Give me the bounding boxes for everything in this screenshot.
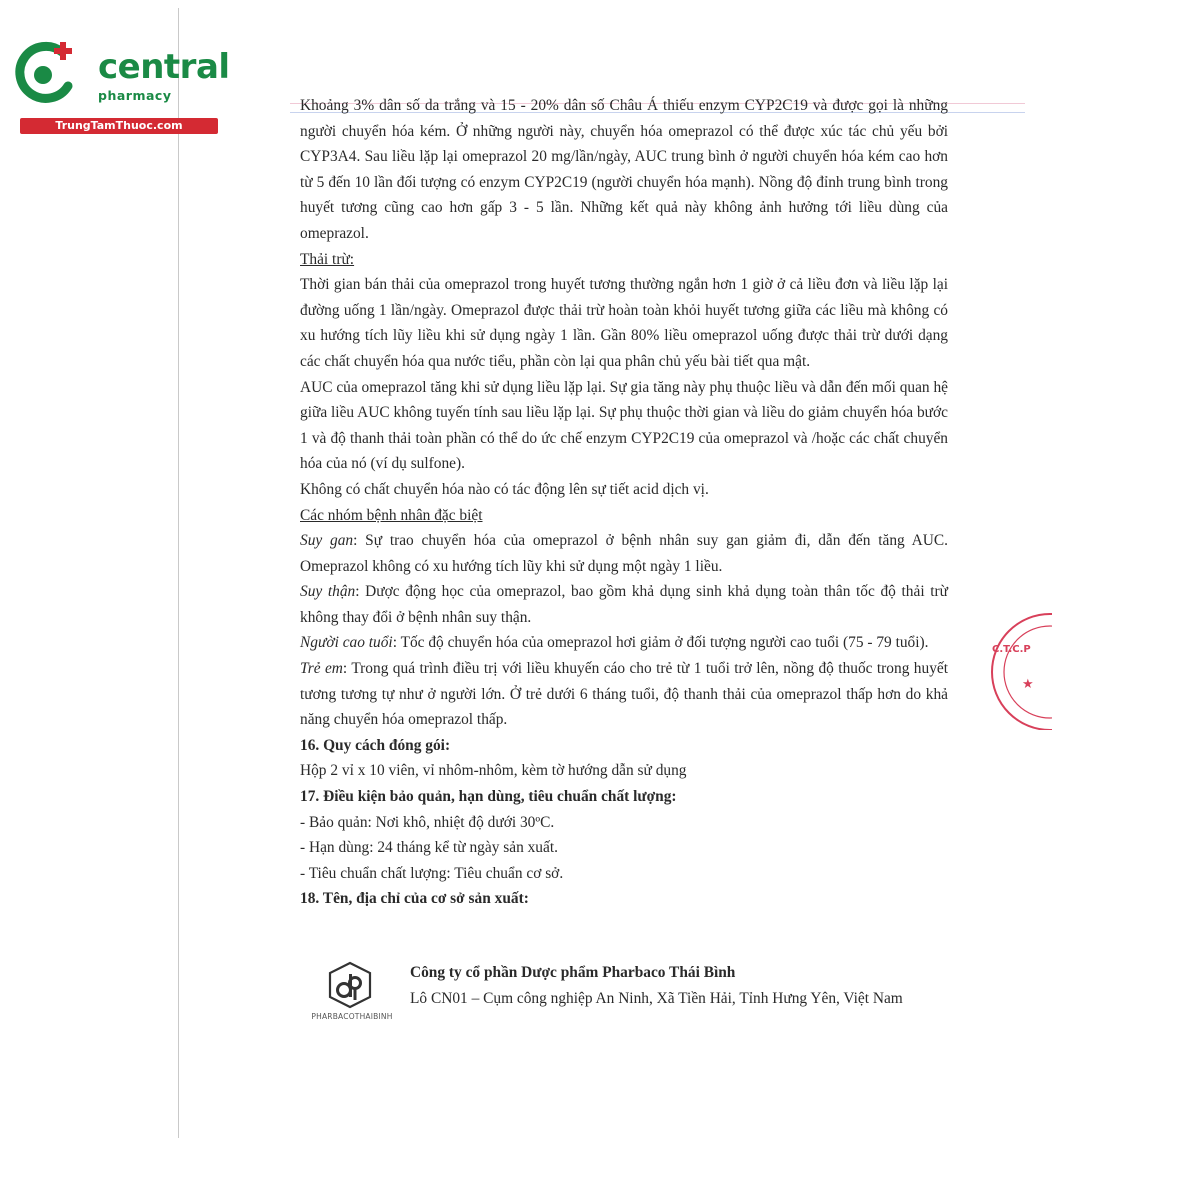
brand-logo[interactable] [10,38,230,138]
paragraph-auc: AUC của omeprazol tăng khi sử dụng liều lặp lại. Sự gia tăng này phụ thuộc liều và dẫn đến mối quan hệ giữa liều AUC không tuyến tính sau liều lặp lại. Sự phụ thuộc thời gian và liều do giảm chuyển hóa bước 1 và độ thanh thải toàn phần có thể do ức chế enzym CYP2C19 của omeprazol và /hoặc các chất chuyển hóa của nó (ví dụ sulfone). [300,378,948,473]
label-liver: Suy gan [300,532,354,550]
label-elderly: Người cao tuổi [300,634,393,652]
paragraph-gastric-acid: Không có chất chuyển hóa nào có tác động lên sự tiết acid dịch vị. [300,480,709,498]
paragraph-elderly: Người cao tuổi: Tốc độ chuyển hóa của omeprazol hơi giảm ở đối tượng người cao tuổi (75 - 79 tuổi). [300,634,929,652]
company-seal-stamp [972,610,1052,730]
brand-subtitle: pharmacy [98,88,172,103]
label-kidney: Suy thận [300,583,356,601]
list-item: - Bảo quản: Nơi khô, nhiệt độ dưới 30ºC. [300,813,555,831]
list-item: - Tiêu chuẩn chất lượng: Tiêu chuẩn cơ sở. [300,864,564,882]
paragraph-liver: Suy gan: Sự trao chuyển hóa của omeprazol ở bệnh nhân suy gan giảm đi, dẫn đến tăng AUC. Omeprazol không có xu hướng tích lũy khi sử dụng một ngày 1 liều. [300,532,949,575]
heading-section-18: 18. Tên, địa chỉ của cơ sở sản xuất: [300,890,529,908]
heading-section-17: 17. Điều kiện bảo quản, hạn dùng, tiêu chuẩn chất lượng: [300,788,677,806]
manufacturer-logo-caption: PHARBACOTHAIBINH [311,1012,393,1021]
document-body [300,93,948,912]
manufacturer-address: Lô CN01 – Cụm công nghiệp An Ninh, Xã Tiền Hải, Tỉnh Hưng Yên, Việt Nam [410,990,903,1007]
svg-text:★: ★ [1022,677,1034,692]
manufacturer-name: Công ty cổ phần Dược phẩm Pharbaco Thái Bình [410,964,736,981]
label-children: Trẻ em [300,660,343,678]
paragraph-metabolism: Khoảng 3% dân số da trắng và 15 - 20% dân số Châu Á thiếu enzym CYP2C19 và được gọi là những người chuyển hóa kém. Ở những người này, chuyển hóa omeprazol có thể được xúc tác chủ yếu bởi CYP3A4. Sau liều lặp lại omeprazol 20 mg/lần/ngày, AUC trung bình ở người chuyển hóa kém cao hơn từ 5 đến 10 lần đối tượng có enzym CYP2C19 (người chuyển hóa mạnh). Nồng độ đỉnh trung bình trong huyết tương cũng cao hơn gấp 3 - 5 lần. Những kết quả này không ảnh hưởng tới liều dùng của omeprazol. [300,97,948,242]
stamp-text: C.T.C.P [992,644,1031,655]
paragraph-kidney: Suy thận: Dược động học của omeprazol, bao gồm khả dụng sinh khả dụng toàn thân tốc độ thải trừ không thay đổi ở bệnh nhân suy thận. [300,583,948,626]
page-edge [178,8,179,1138]
heading-elimination: Thải trừ: [300,250,355,268]
heading-special-groups: Các nhóm bệnh nhân đặc biệt [300,506,483,524]
heading-section-16: 16. Quy cách đóng gói: [300,736,451,754]
list-item: - Hạn dùng: 24 tháng kể từ ngày sản xuất. [300,839,558,857]
pharbaco-logo-icon [300,960,400,1012]
paragraph-children: Trẻ em: Trong quá trình điều trị với liều khuyến cáo cho trẻ từ 1 tuổi trở lên, nồng độ thuốc trong huyết tương tương tự như ở người lớn. Ở trẻ dưới 6 tháng tuổi, độ thanh thải của omeprazol thấp hơn do khả năng chuyển hóa omeprazol thấp. [300,660,949,729]
pharmacy-cross-icon [10,38,86,112]
manufacturer-block [300,960,1000,1030]
brand-name: central [98,47,230,87]
brand-website[interactable]: TrungTamThuoc.com [20,118,218,134]
manufacturer-logo [300,960,400,1022]
packaging-text: Hộp 2 vỉ x 10 viên, vỉ nhôm-nhôm, kèm tờ hướng dẫn sử dụng [300,762,687,780]
paragraph-elimination: Thời gian bán thải của omeprazol trong huyết tương thường ngắn hơn 1 giờ ở cả liều đơn và liều lặp lại đường uống 1 lần/ngày. Omeprazol được thải trừ hoàn toàn khỏi huyết tương giữa các liều mà không có xu hướng tích lũy liều khi sử dụng ngày 1 lần. Gần 80% liều omeprazol uống được thải trừ dưới dạng các chất chuyển hóa qua nước tiểu, phần còn lại qua phân chủ yếu bài tiết qua mật. [300,276,948,370]
